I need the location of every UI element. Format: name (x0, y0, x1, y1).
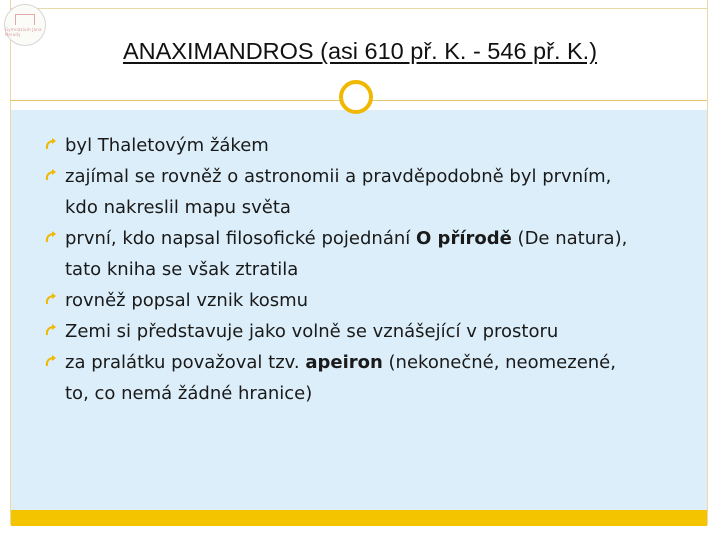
bullet-bold-term: O přírodě (415, 228, 512, 249)
curved-arrow-icon (43, 229, 61, 247)
logo-building-shape (15, 14, 35, 25)
bullet-text-continuation: to, co nemá žádné hranice) (65, 383, 313, 404)
list-item (43, 223, 683, 285)
bottom-accent-bar (11, 510, 707, 526)
bullet-text-continuation: tato kniha se však ztratila (65, 259, 299, 280)
list-item (43, 347, 683, 409)
frame-right-line (707, 0, 708, 525)
bullet-text: za pralátku považoval tzv. (65, 352, 306, 373)
list-item (43, 285, 683, 316)
list-item (43, 161, 683, 223)
curved-arrow-icon (43, 353, 61, 371)
bullet-text: rovněž popsal vznik kosmu (65, 290, 309, 311)
list-item (43, 316, 683, 347)
bullet-text: zajímal se rovněž o astronomii a pravděpodobně byl prvním, (65, 166, 612, 187)
curved-arrow-icon (43, 167, 61, 185)
curved-arrow-icon (43, 136, 61, 154)
curved-arrow-icon (43, 322, 61, 340)
top-rule (10, 8, 707, 9)
bullet-bold-term: apeiron (305, 352, 383, 373)
bullet-text-post: (nekonečné, neomezené, (382, 352, 616, 373)
bullet-text: Zemi si představuje jako volně se vznášející v prostoru (65, 321, 559, 342)
logo-text: Gymnázium Jana Nerudy (5, 26, 42, 37)
bullet-list (43, 130, 683, 409)
bullet-text-post: (De natura), (511, 228, 628, 249)
curved-arrow-icon (43, 291, 61, 309)
gold-circle-ornament (339, 80, 373, 114)
bullet-text-continuation: kdo nakreslil mapu světa (65, 197, 291, 218)
bullet-text: první, kdo napsal filosofické pojednání (65, 228, 416, 249)
list-item (43, 130, 683, 161)
slide-title: ANAXIMANDROS (asi 610 př. K. - 546 př. K.) (122, 38, 598, 64)
bullet-text: byl Thaletovým žákem (65, 135, 269, 156)
